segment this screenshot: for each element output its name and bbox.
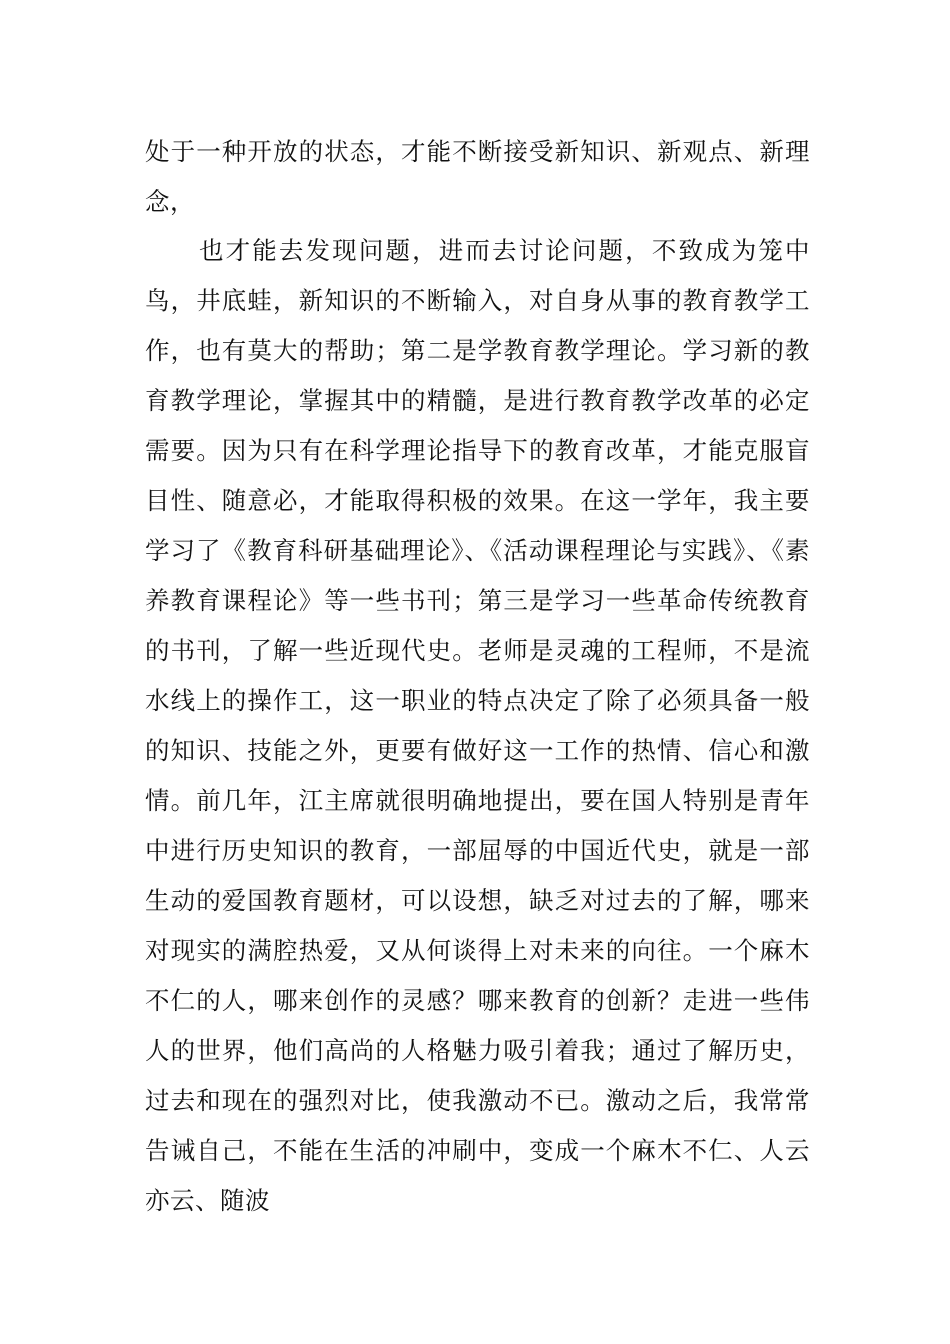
paragraph-text: 处于一种开放的状态，才能不断接受新知识、新观点、新理念，: [145, 137, 810, 216]
paragraph-body: [145, 226, 810, 1286]
paragraph-text: 也才能去发现问题，进而去讨论问题，不致成为笼中鸟，井底蛙，新知识的不断输入，对自身从事的教育教学工作，也有莫大的帮助；第二是学教育教学理论。学习新的教育教学理论，掌握其中的精髓，是进行教育教学改革的必定需要。因为只有在科学理论指导下的教育改革，才能克服盲目性、随意必，才能取得积极的效果。在这一学年，我主要学习了《教育科研基础理论》、《活动课程理论与实践》、《素养教育课程论》等一些书刊；第三是学习一些革命传统教育的书刊，了解一些近现代史。老师是灵魂的工程师，不是流水线上的操作工，这一职业的特点决定了除了必须具备一般的知识、技能之外，更要有做好这一工作的热情、信心和激情。前几年，江主席就很明确地提出，要在国人特别是青年中进行历史知识的教育，一部屈辱的中国近代史，就是一部生动的爱国教育题材，可以设想，缺乏对过去的了解，哪来对现实的满腔热爱，又从何谈得上对未来的向往。一个麻木不仁的人，哪来创作的灵感？哪来教育的创新？走进一些伟人的世界，他们高尚的人格魅力吸引着我；通过了解历史，过去和现在的强烈对比，使我激动不已。激动之后，我常常告诫自己，不能在生活的冲刷中，变成一个麻木不仁、人云亦云、随波: [145, 236, 810, 1215]
paragraph-continuation: [145, 127, 810, 227]
